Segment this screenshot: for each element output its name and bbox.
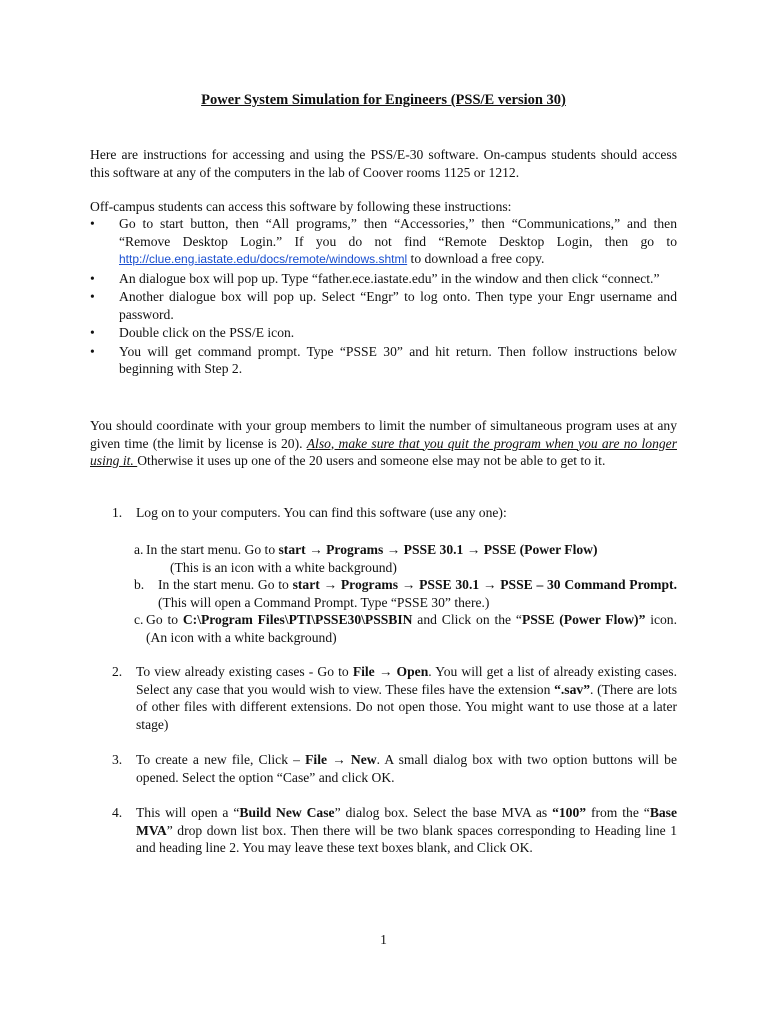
instruction-list [90,215,677,379]
step-1a: a. In the start menu. Go to start → Programs → PSSE 30.1 → PSSE (Power Flow) (This is an icon with a white background) [134,542,598,575]
page-number: 1 [380,932,387,947]
step-1: 1. Log on to your computers. You can find this software (use any one): [112,505,507,520]
step-1c: c. Go to C:\Program Files\PTI\PSSE30\PSSBIN and Click on the “PSSE (Power Flow)” icon. (An icon with a white background) [134,612,678,645]
list-item: • An dialogue box will pop up. Type “father.ece.iastate.edu” in the window and then click “connect.” [90,270,660,286]
step-1b: b. In the start menu. Go to start → Programs → PSSE 30.1 → PSSE – 30 Command Prompt. (This will open a Command Prompt. Type “PSSE 30” there.) [134,577,677,610]
arrow-icon: → [309,542,323,557]
bullet-icon: • [90,270,95,286]
arrow-icon: → [466,542,481,557]
list-item: • Go to start button, then “All programs,” then “Accessories,” then “Communications,” and then “Remove Desktop Login.” If you do not find “Remote Desktop Login, then go to http://clue.eng.iastate.edu/docs/remote/windows.shtml to download a free copy. [90,216,677,266]
list-item: • Double click on the PSS/E icon. [90,325,295,340]
step-2: 2. To view already existing cases - Go to File → Open. You will get a list of already existing cases. Select any case that you would wish to view. These files have the extension “.sav”. (There are lots of other files with different extensions. Do not open those. You might want to use those at a later stage) [112,664,677,732]
arrow-icon: → [378,664,393,679]
list-item: • Another dialogue box will pop up. Select “Engr” to log onto. Then type your Engr username and password. [90,289,677,322]
coordinate-paragraph: You should coordinate with your group members to limit the number of simultaneous program uses at any given time (the limit by license is 20). Also, make sure that you quit the program when you are no longer using it. Otherwise it uses up one of the 20 users and someone else may not be able to get to it. [90,418,677,468]
arrow-icon: → [482,577,497,592]
arrow-icon: → [401,577,416,592]
quit-warning: Also, make sure that you quit the program when you are no longer using it. [90,435,677,468]
step-3: 3. To create a new file, Click – File → New. A small dialog box with two option buttons will be opened. Select the option “Case” and click OK. [112,752,677,785]
bullet-icon: • [90,216,95,231]
bullet-icon: • [90,325,95,340]
step-4: 4. This will open a “Build New Case” dialog box. Select the base MVA as “100” from the “Base MVA” drop down list box. Then there will be two blank spaces corresponding to Heading line 1 and heading line 2. You may leave these text boxes blank, and Click OK. [112,805,677,855]
bullet-icon: • [90,343,95,359]
bullet-icon: • [90,289,95,304]
remote-desktop-link[interactable]: http://clue.eng.iastate.edu/docs/remote/windows.shtml [119,252,408,266]
intro-paragraph: Here are instructions for accessing and using the PSS/E-30 software. On-campus students should access this software at any of the computers in the lab of Coover rooms 1125 or 1212. [90,147,677,180]
offcampus-paragraph: Off-campus students can access this software by following these instructions: [90,199,512,214]
list-item: • You will get command prompt. Type “PSSE 30” and hit return. Then follow instructions below beginning with Step 2. [90,343,677,376]
arrow-icon: → [332,752,346,767]
arrow-icon: → [386,542,401,557]
arrow-icon: → [323,577,338,592]
document-title: Power System Simulation for Engineers (PSS/E version 30) [201,92,566,108]
